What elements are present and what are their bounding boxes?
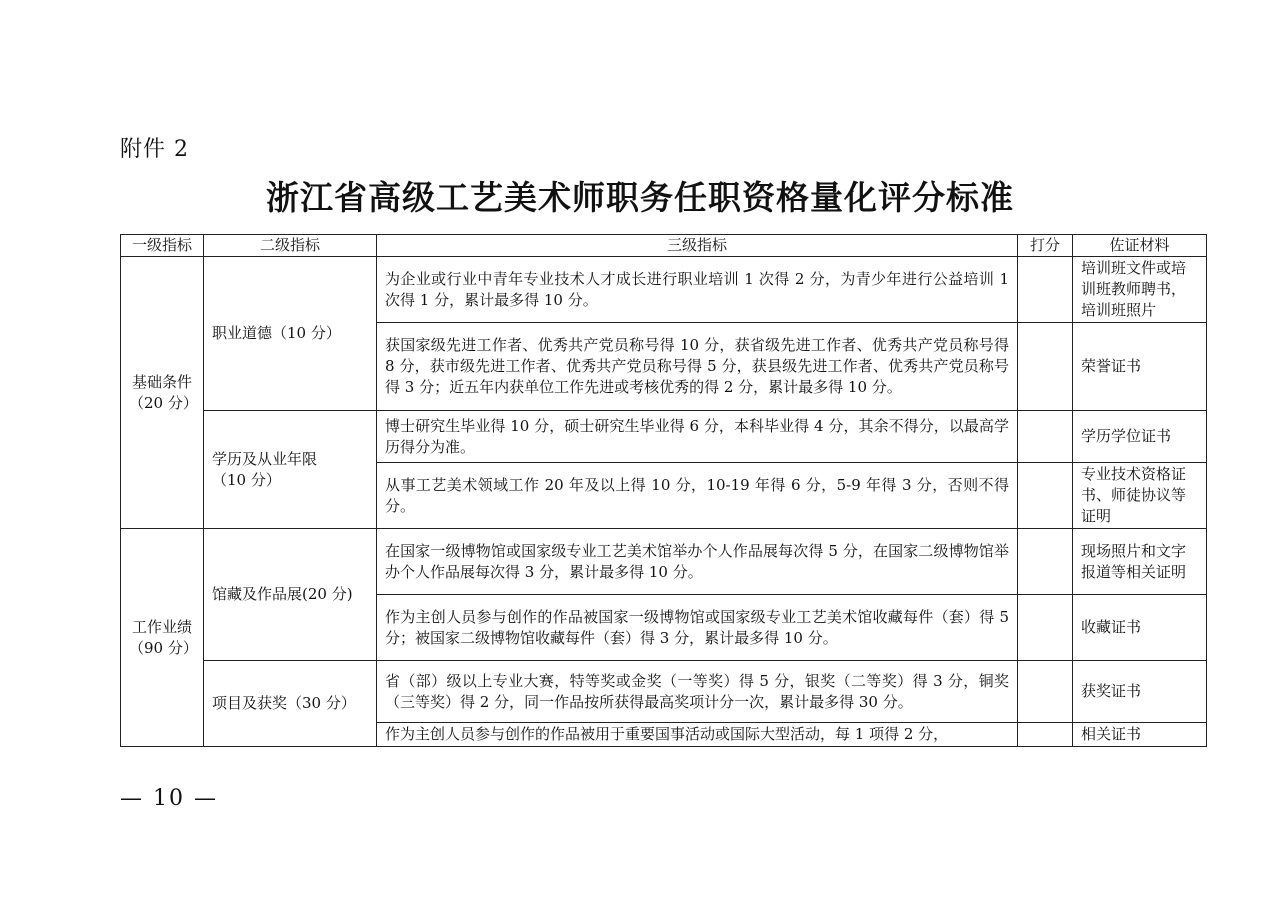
- criteria-cell: 博士研究生毕业得 10 分，硕士研究生毕业得 6 分，本科毕业得 4 分，其余不得分，以最高学历得分为准。: [377, 411, 1018, 463]
- score-cell: [1018, 463, 1073, 529]
- score-cell: [1018, 411, 1073, 463]
- evidence-cell: 收藏证书: [1073, 595, 1207, 661]
- criteria-cell: 为企业或行业中青年专业技术人才成长进行职业培训 1 次得 2 分，为青少年进行公益培训 1 次得 1 分，累计最多得 10 分。: [377, 257, 1018, 323]
- scoring-table: [120, 234, 1207, 747]
- document-title: 浙江省高级工艺美术师职务任职资格量化评分标准: [266, 178, 1014, 217]
- attachment-label: 附件 2: [120, 137, 189, 162]
- level1-points: （20 分）: [129, 393, 198, 412]
- level1-points: （90 分）: [129, 638, 198, 657]
- table-row: [121, 529, 1207, 595]
- header-level1: 一级指标: [121, 235, 204, 257]
- table-row: [121, 411, 1207, 463]
- level2-name: 馆藏及作品展(20 分): [212, 585, 353, 603]
- score-cell: [1018, 257, 1073, 323]
- evidence-cell: 获奖证书: [1073, 661, 1207, 723]
- table-row: [121, 257, 1207, 323]
- header-level2: 二级指标: [204, 235, 377, 257]
- evidence-cell: 现场照片和文字报道等相关证明: [1073, 529, 1207, 595]
- level1-name: 工作业绩: [131, 617, 192, 636]
- level2-name: 职业道德（10 分）: [212, 324, 341, 342]
- criteria-cell: 作为主创人员参与创作的作品被用于重要国事活动或国际大型活动，每 1 项得 2 分，: [377, 723, 1018, 747]
- evidence-cell: 专业技术资格证书、师徒协议等证明: [1073, 463, 1207, 529]
- criteria-cell: 在国家一级博物馆或国家级专业工艺美术馆举办个人作品展每次得 5 分，在国家二级博物馆举办个人作品展每次得 3 分，累计最多得 10 分。: [377, 529, 1018, 595]
- level2-cell: [204, 661, 377, 747]
- criteria-cell: 获国家级先进工作者、优秀共产党员称号得 10 分，获省级先进工作者、优秀共产党员称号得 8 分，获市级先进工作者、优秀共产党员称号得 5 分，获县级先进工作者、优秀共产党员称号得 3 分；近五年内获单位工作先进或考核优秀的得 2 分，累计最多得 10 分。: [377, 323, 1018, 411]
- level1-cell: [121, 529, 204, 747]
- score-cell: [1018, 323, 1073, 411]
- level2-name: 学历及从业年限: [212, 449, 318, 468]
- evidence-cell: 相关证书: [1073, 723, 1207, 747]
- evidence-cell: 学历学位证书: [1073, 411, 1207, 463]
- level2-cell: [204, 411, 377, 529]
- score-cell: [1018, 723, 1073, 747]
- criteria-cell: 省（部）级以上专业大赛，特等奖或金奖（一等奖）得 5 分，银奖（二等奖）得 3 分，铜奖（三等奖）得 2 分，同一作品按所获得最高奖项计分一次，累计最多得 30 分。: [377, 661, 1018, 723]
- page-number: — 10 —: [120, 786, 218, 811]
- level2-points: （10 分）: [212, 470, 281, 489]
- criteria-cell: 作为主创人员参与创作的作品被国家一级博物馆或国家级专业工艺美术馆收藏每件（套）得 5 分；被国家二级博物馆收藏每件（套）得 3 分，累计最多得 10 分。: [377, 595, 1018, 661]
- evidence-cell: 培训班文件或培训班教师聘书，培训班照片: [1073, 257, 1207, 323]
- level2-cell: [204, 529, 377, 661]
- level1-cell: [121, 257, 204, 529]
- header-evidence: 佐证材料: [1073, 235, 1207, 257]
- table-row: [121, 661, 1207, 723]
- level2-name: 项目及获奖（30 分）: [212, 694, 356, 712]
- score-cell: [1018, 529, 1073, 595]
- header-level3: 三级指标: [377, 235, 1018, 257]
- evidence-cell: 荣誉证书: [1073, 323, 1207, 411]
- level2-cell: [204, 257, 377, 411]
- criteria-cell: 从事工艺美术领域工作 20 年及以上得 10 分，10-19 年得 6 分，5-9 年得 3 分，否则不得分。: [377, 463, 1018, 529]
- score-cell: [1018, 661, 1073, 723]
- score-cell: [1018, 595, 1073, 661]
- header-score: 打分: [1018, 235, 1073, 257]
- table-header-row: [121, 235, 1207, 257]
- level1-name: 基础条件: [131, 372, 192, 391]
